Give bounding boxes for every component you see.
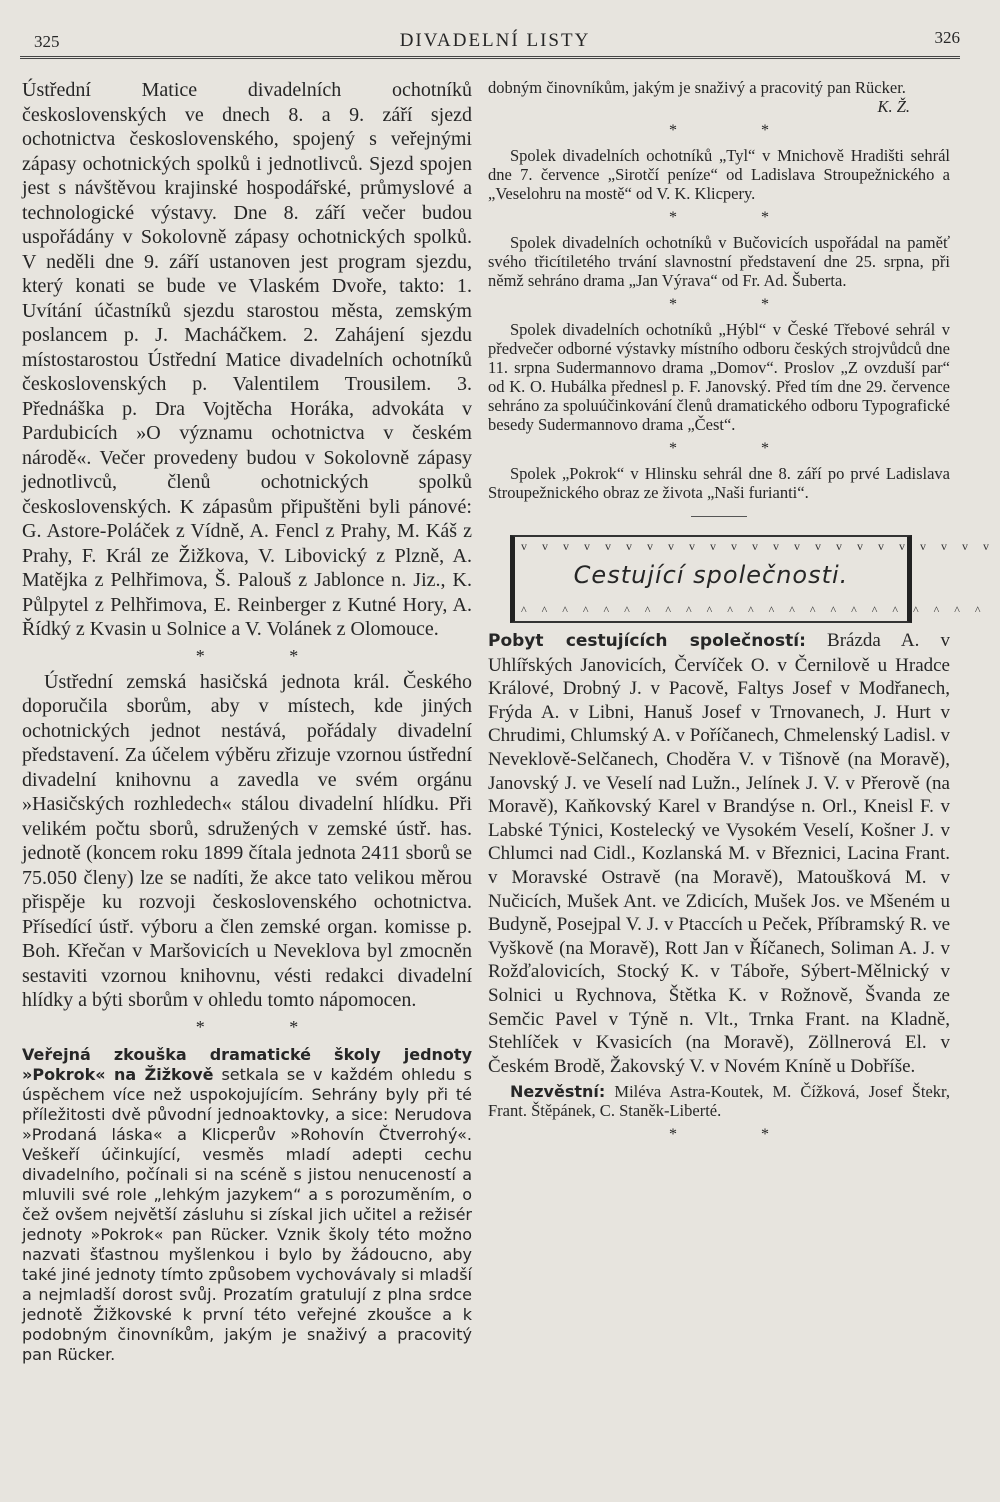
separator-stars: * * (669, 209, 809, 226)
separator-stars: * * (669, 1126, 809, 1144)
signature: K. Ž. (877, 97, 910, 116)
section-divider (691, 516, 747, 517)
article-pokrok-zizkov (22, 1045, 472, 1365)
article-bucovice: Spolek divadelních ochotníků v Bučovicích uspořádal na paměť svého třicítiletého trvání slavnostní představení dne 25. srpna, při němž sehráno drama „Jan Výrava“ od Fr. Ad. Šuberta. (488, 233, 950, 290)
header-rule (20, 56, 960, 59)
article-pokrok-body: setkala se v každém ohledu s úspěchem více než uspokojujícím. Sehrány byly při té příležitosti dvě původní jednoaktovky, a sice: Nerudova »Prodaná láska« a Klicperův »Rohovín Čtverrohý«. Veškeří účinkující, vesměs mladí adepti cechu divadelního, počínali si na scéně s jistou nenuceností a mluvili své role „lehkým jazykem“ a s porozuměním, o čež ovšem největší zásluhu si získal jich učitel a režisér jednoty »Pokrok« pan Rücker. Vznik školy této možno nazvati šťastnou myšlenkou i bylo by žádoucno, aby také jiné jednoty tímto způsobem vychovávaly si mladší a nejmladší dorost svůj. Prozatím gratulují z plna srdce jednotě Žižkovské k první této veřejné zkoušce a k podobným činovníkům, jakým je snaživý a pracovitý pan Rücker. (22, 1064, 472, 1364)
nezvestni-label: Nezvěstní: (510, 1082, 606, 1102)
article-continuation: dobným činovníkům, jakým je snaživý a pracovitý pan Rücker. (488, 78, 906, 97)
article-tyl-mnichovo-hradiste: Spolek divadelních ochotníků „Tyl“ v Mnichově Hradišti sehrál dne 7. července „Sirotčí peníze“ od Ladislava Stroupežnického a „Veselohru na mostě“ od V. K. Klicpery. (488, 146, 950, 203)
article-hasicska-jednota: Ústřední zemská hasičská jednota král. Českého doporučila sborům, aby v místech, kde jiných ochotnických jednot nestává, pořádaly divadelní představení. Za účelem výběru zřizuje vzornou ústřední divadelní knihovnu a zavedla ve svém orgánu »Hasičských rozhledech« stálou divadelní hlídku. Při velikém počtu sborů, sdružených v zemské ústř. has. jednotě (koncem roku 1899 čítala jednota 2411 sborů se 75.050 členy) lze se nadíti, že akce tato velikou měrou přispěje ku rozvoji československého ochotnictva. Přísedící ústř. výboru a člen zemské organ. komisse p. Boh. Křečan v Maršovicích u Neveklova byl zmocněn sestaviti vzornou knihovnu, vésti redakci divadelní hlídky a býti sborům v ohledu tomto nápomocen. (22, 670, 472, 1011)
nezvestni-text: Miléva Astra-Koutek, M. Čížková, Josef Štekr, Frant. Štěpánek, C. Staněk-Liberté. (488, 1082, 950, 1121)
separator-stars: * * (669, 296, 809, 313)
left-column (22, 78, 472, 1365)
separator-stars: * * (669, 440, 809, 457)
article-pokrok-hlinsko: Spolek „Pokrok“ v Hlinsku sehrál dne 8. září po prvé Ladislava Stroupežnického obraz ze života „Naši furianti“. (488, 464, 950, 502)
right-column (488, 78, 995, 1150)
pobyt-label: Pobyt cestujících společností: (488, 631, 806, 651)
banner-ornament-bottom: ^ ^ ^ ^ ^ ^ ^ ^ ^ ^ ^ ^ ^ ^ ^ ^ ^ ^ ^ ^ ^ ^ ^ (521, 603, 987, 617)
separator-stars: * * (669, 122, 809, 139)
page-number-left: 325 (34, 32, 60, 51)
page-number-right: 326 (934, 28, 960, 47)
running-title: DIVADELNÍ LISTY (399, 30, 591, 51)
banner-title: Cestující společnosti. (573, 561, 849, 589)
page-header (30, 26, 960, 54)
article-pokrok-heading: Veřejná zkouška dramatické školy jednoty »Pokrok« na Žižkově (22, 1044, 472, 1084)
article-nezvestni (488, 1082, 950, 1120)
article-matice: Ústřední Matice divadelních ochotníků československých ve dnech 8. a 9. září sjezd ochotnictva československého, spojený s veřejnými zápasy ochotnických spolků i jednotlivců. Sjezd spojen jest s návštěvou krajinské hospodářské, průmyslové a technologické výstavy. Dne 8. září večer budou uspořádány v Sokolovně zápasy ochotnických spolků. V neděli dne 9. září ustanoven jest program sjezdu, který konati se bude ve Vlaském Dvoře, takto: 1. Uvítání účastníků sjezdu starostou města, zemským poslancem p. J. Macháčkem. 2. Zahájení sjezdu místostarostou Ústřední Matice divadelních ochotníků československých p. Valentilem Trousilem. 3. Přednáška p. Dra Vojtěcha Horáka, advokáta v Pardubicích »O významu ochotnictva v českém národě«. Večer provedeny budou v Sokolovně zápasy jednotlivců, členů ochotnických spolků československých. K zápasům připuštěni byli pánové: G. Astore-Poláček z Vídně, A. Fencl z Prahy, M. Káš z Prahy, F. Král ze Žižkova, V. Libovický z Plzně, A. Matějka z Pelhřimova, Š. Palouš z Jablonce n. Jiz., K. Půlpytel z Pelhřimova, E. Reinberger z Kutné Hory, A. Řídký z Kvasin u Solnice a V. Volánek z Olomouce. (22, 79, 472, 640)
article-hybl-ceska-trebova: Spolek divadelních ochotníků „Hýbl“ v České Třebové sehrál v předvečer odborné výstavky místního odboru českých strojvůdců dne 11. srpna Sudermannovo drama „Domov“. Proslov „Z ovzduší par“ od K. O. Hubálka přednesl p. F. Janovský. Před tím dne 29. července sehráno za spoluúčinkování členů dramatického odboru Typografické besedy Sudermannovo drama „Čest“. (488, 320, 950, 434)
pobyt-text: Brázda A. v Uhlířských Janovicích, Červíček O. v Černilově u Hradce Králové, Drobný J. v Pacově, Faltys Josef v Modřanech, Frýda A. v Libni, Hanuš Josef v Trnovanech, J. Hurt v Chrudimi, Chlumský A. v Poříčanech, Chmelenský Ladisl. v Neveklově-Selčanech, Choděra V. v Tišnově (na Moravě), Janovský J. ve Veselí nad Lužn., Jelínek J. V. v Přerově (na Moravě), Kaňkovský Karel v Brandýse n. Orl., Kneisl F. v Labské Týnici, Kostelecký ve Vysokém Veselí, Košner J. v Chlumci nad Cidl., Kozlanská M. v Březnici, Lacina Frant. v Moravské Ostravě (na Moravě), Matoušková M. v Nučicích, Mušek Ant. ve Zdicích, Mušek Jos. ve Mšeném u Budyně, Posejpal V. J. v Ptaccích u Peček, Příbramský R. ve Vyškově (na Moravě), Rott Jan v Říčanech, Soliman A. J. v Rožďalovicích, Stocký K. v Táboře, Sýbert-Mělnický v Solnici u Rychnova, Štětka K. v Rožnově, Švanda ze Semčic Pavel v Týně n. Vlt., Trnka Frant. na Kladně, Stehlíček v Kvasicích (na Moravě), Zöllnerová El. v Českém Brodě, Žakovský V. v Novém Kníně u Dobříše. (488, 630, 951, 1077)
separator-stars: * * (195, 645, 339, 666)
banner-ornament-top: v v v v v v v v v v v v v v v v v v v v v v v (521, 539, 995, 553)
article-pobyt (488, 629, 950, 1078)
section-banner (510, 535, 995, 623)
separator-stars: * * (195, 1016, 339, 1037)
